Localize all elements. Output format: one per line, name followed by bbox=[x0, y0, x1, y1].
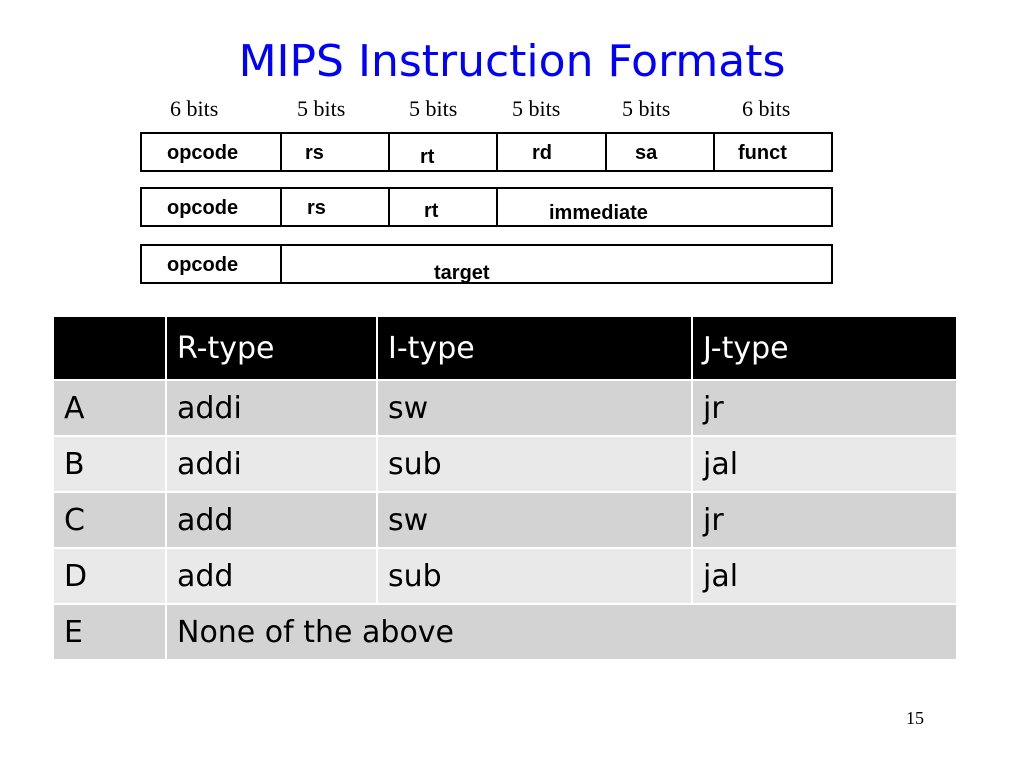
option-label: E bbox=[53, 604, 166, 660]
j-type-cell: jal bbox=[692, 548, 957, 604]
j-type-cell: jr bbox=[692, 380, 957, 436]
bit-width-row bbox=[0, 96, 1024, 122]
j-type-cell: jr bbox=[692, 492, 957, 548]
i-type-cell: sub bbox=[377, 436, 692, 492]
option-label: D bbox=[53, 548, 166, 604]
i-type-cell: sub bbox=[377, 548, 692, 604]
table-row bbox=[53, 436, 957, 492]
j-type-cell: jal bbox=[692, 436, 957, 492]
table-row bbox=[53, 548, 957, 604]
r-type-cell: addi bbox=[166, 380, 377, 436]
r-rt-label: rt bbox=[420, 146, 435, 168]
r-rd-label: rd bbox=[532, 142, 552, 164]
j-target-field bbox=[280, 244, 833, 284]
i-type-cell: sw bbox=[377, 380, 692, 436]
r-sa-label: sa bbox=[635, 142, 658, 164]
i-rs-field bbox=[280, 187, 390, 227]
i-rt-field bbox=[388, 187, 498, 227]
bit-width-sa: 5 bits bbox=[622, 96, 671, 121]
option-label: A bbox=[53, 380, 166, 436]
i-rs-label: rs bbox=[307, 197, 326, 219]
i-immediate-field bbox=[496, 187, 833, 227]
page-number: 15 bbox=[906, 708, 924, 728]
answer-options-table bbox=[52, 315, 958, 661]
header-cell-j-type: J-type bbox=[692, 316, 957, 380]
bit-width-rt: 5 bits bbox=[409, 96, 458, 121]
r-opcode-label: opcode bbox=[167, 142, 239, 164]
j-target-label: target bbox=[434, 262, 490, 284]
bit-width-opcode: 6 bits bbox=[170, 96, 219, 121]
i-immediate-label: immediate bbox=[549, 202, 648, 224]
r-rs-label: rs bbox=[305, 142, 324, 164]
slide-title: MIPS Instruction Formats bbox=[238, 36, 786, 87]
table-row bbox=[53, 492, 957, 548]
option-label: C bbox=[53, 492, 166, 548]
i-opcode-label: opcode bbox=[167, 197, 239, 219]
header-cell-i-type: I-type bbox=[377, 316, 692, 380]
table-row bbox=[53, 604, 957, 660]
r-sa-field bbox=[605, 132, 715, 172]
table-row bbox=[53, 380, 957, 436]
i-rt-label: rt bbox=[424, 200, 439, 222]
r-rs-field bbox=[280, 132, 390, 172]
bit-width-funct: 6 bits bbox=[742, 96, 791, 121]
bit-width-rd: 5 bits bbox=[512, 96, 561, 121]
i-type-cell: sw bbox=[377, 492, 692, 548]
header-cell-r-type: R-type bbox=[166, 316, 377, 380]
r-funct-label: funct bbox=[738, 142, 787, 164]
r-type-cell: add bbox=[166, 548, 377, 604]
option-label: B bbox=[53, 436, 166, 492]
table-header-row bbox=[53, 316, 957, 380]
none-of-the-above-cell: None of the above bbox=[166, 604, 957, 660]
header-cell-corner bbox=[53, 316, 166, 380]
r-rt-field bbox=[388, 132, 498, 172]
bit-width-rs: 5 bits bbox=[297, 96, 346, 121]
r-type-cell: add bbox=[166, 492, 377, 548]
j-opcode-label: opcode bbox=[167, 254, 239, 276]
r-type-cell: addi bbox=[166, 436, 377, 492]
